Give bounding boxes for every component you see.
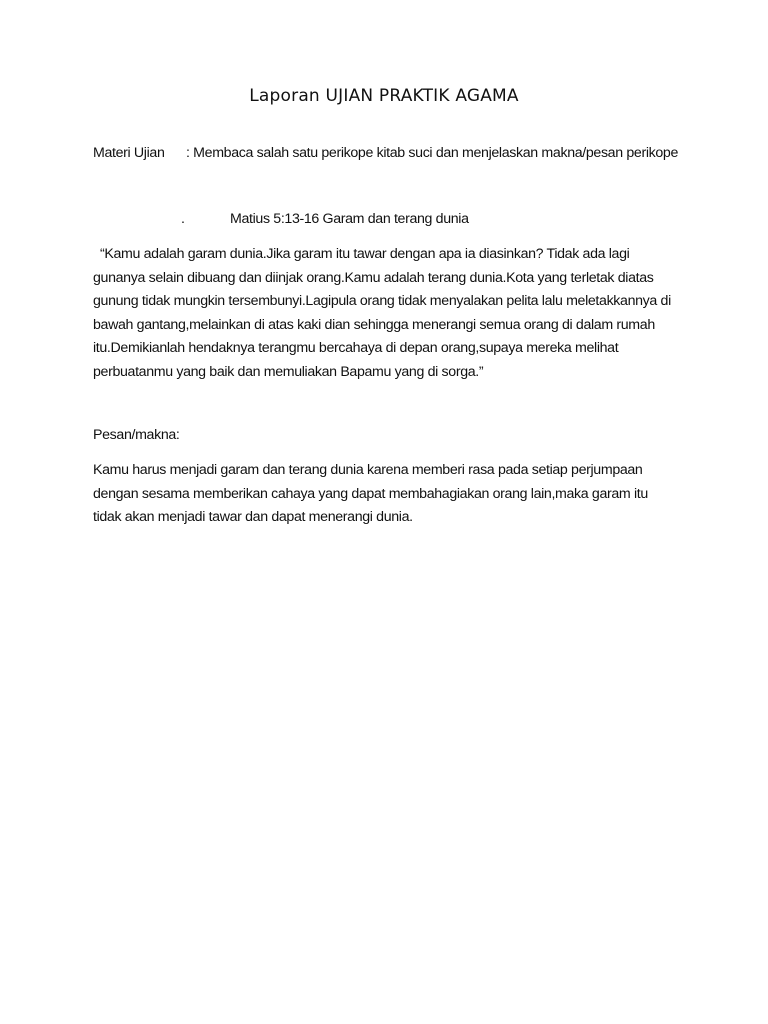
materi-value: : Membaca salah satu perikope kitab suci dan menjelaskan makna/pesan perikope — [186, 145, 678, 161]
materi-label: Materi Ujian — [93, 145, 165, 161]
pesan-text: Kamu harus menjadi garam dan terang dunia karena memberi rasa pada setiap perjumpaan dengan sesama memberikan cahaya yang dapat membahagiakan orang lain,maka garam itu tidak akan menjadi tawar dan dapat menerangi dunia. — [93, 462, 648, 525]
scripture-quote: “Kamu adalah garam dunia.Jika garam itu tawar dengan apa ia diasinkan? Tidak ada lagi gunanya selain dibuang dan diinjak orang.Kamu adalah terang dunia.Kota yang terletak diatas gunung tidak mungkin tersembunyi.Lagipula orang tidak menyalakan pelita lalu meletakkannya di bawah gantang,melainkan di atas kaki dian sehingga menerangi semua orang di dalam rumah itu.Demikianlah hendaknya terangmu bercahaya di depan orang,supaya mereka melihat perbuatanmu yang baik dan memuliakan Bapamu yang di sorga.” — [93, 246, 671, 380]
reference-marker: . — [181, 211, 185, 227]
scripture-reference: Matius 5:13-16 Garam dan terang dunia — [230, 211, 469, 227]
pesan-label: Pesan/makna: — [93, 427, 180, 443]
document-title: Laporan UJIAN PRAKTIK AGAMA — [249, 86, 519, 106]
